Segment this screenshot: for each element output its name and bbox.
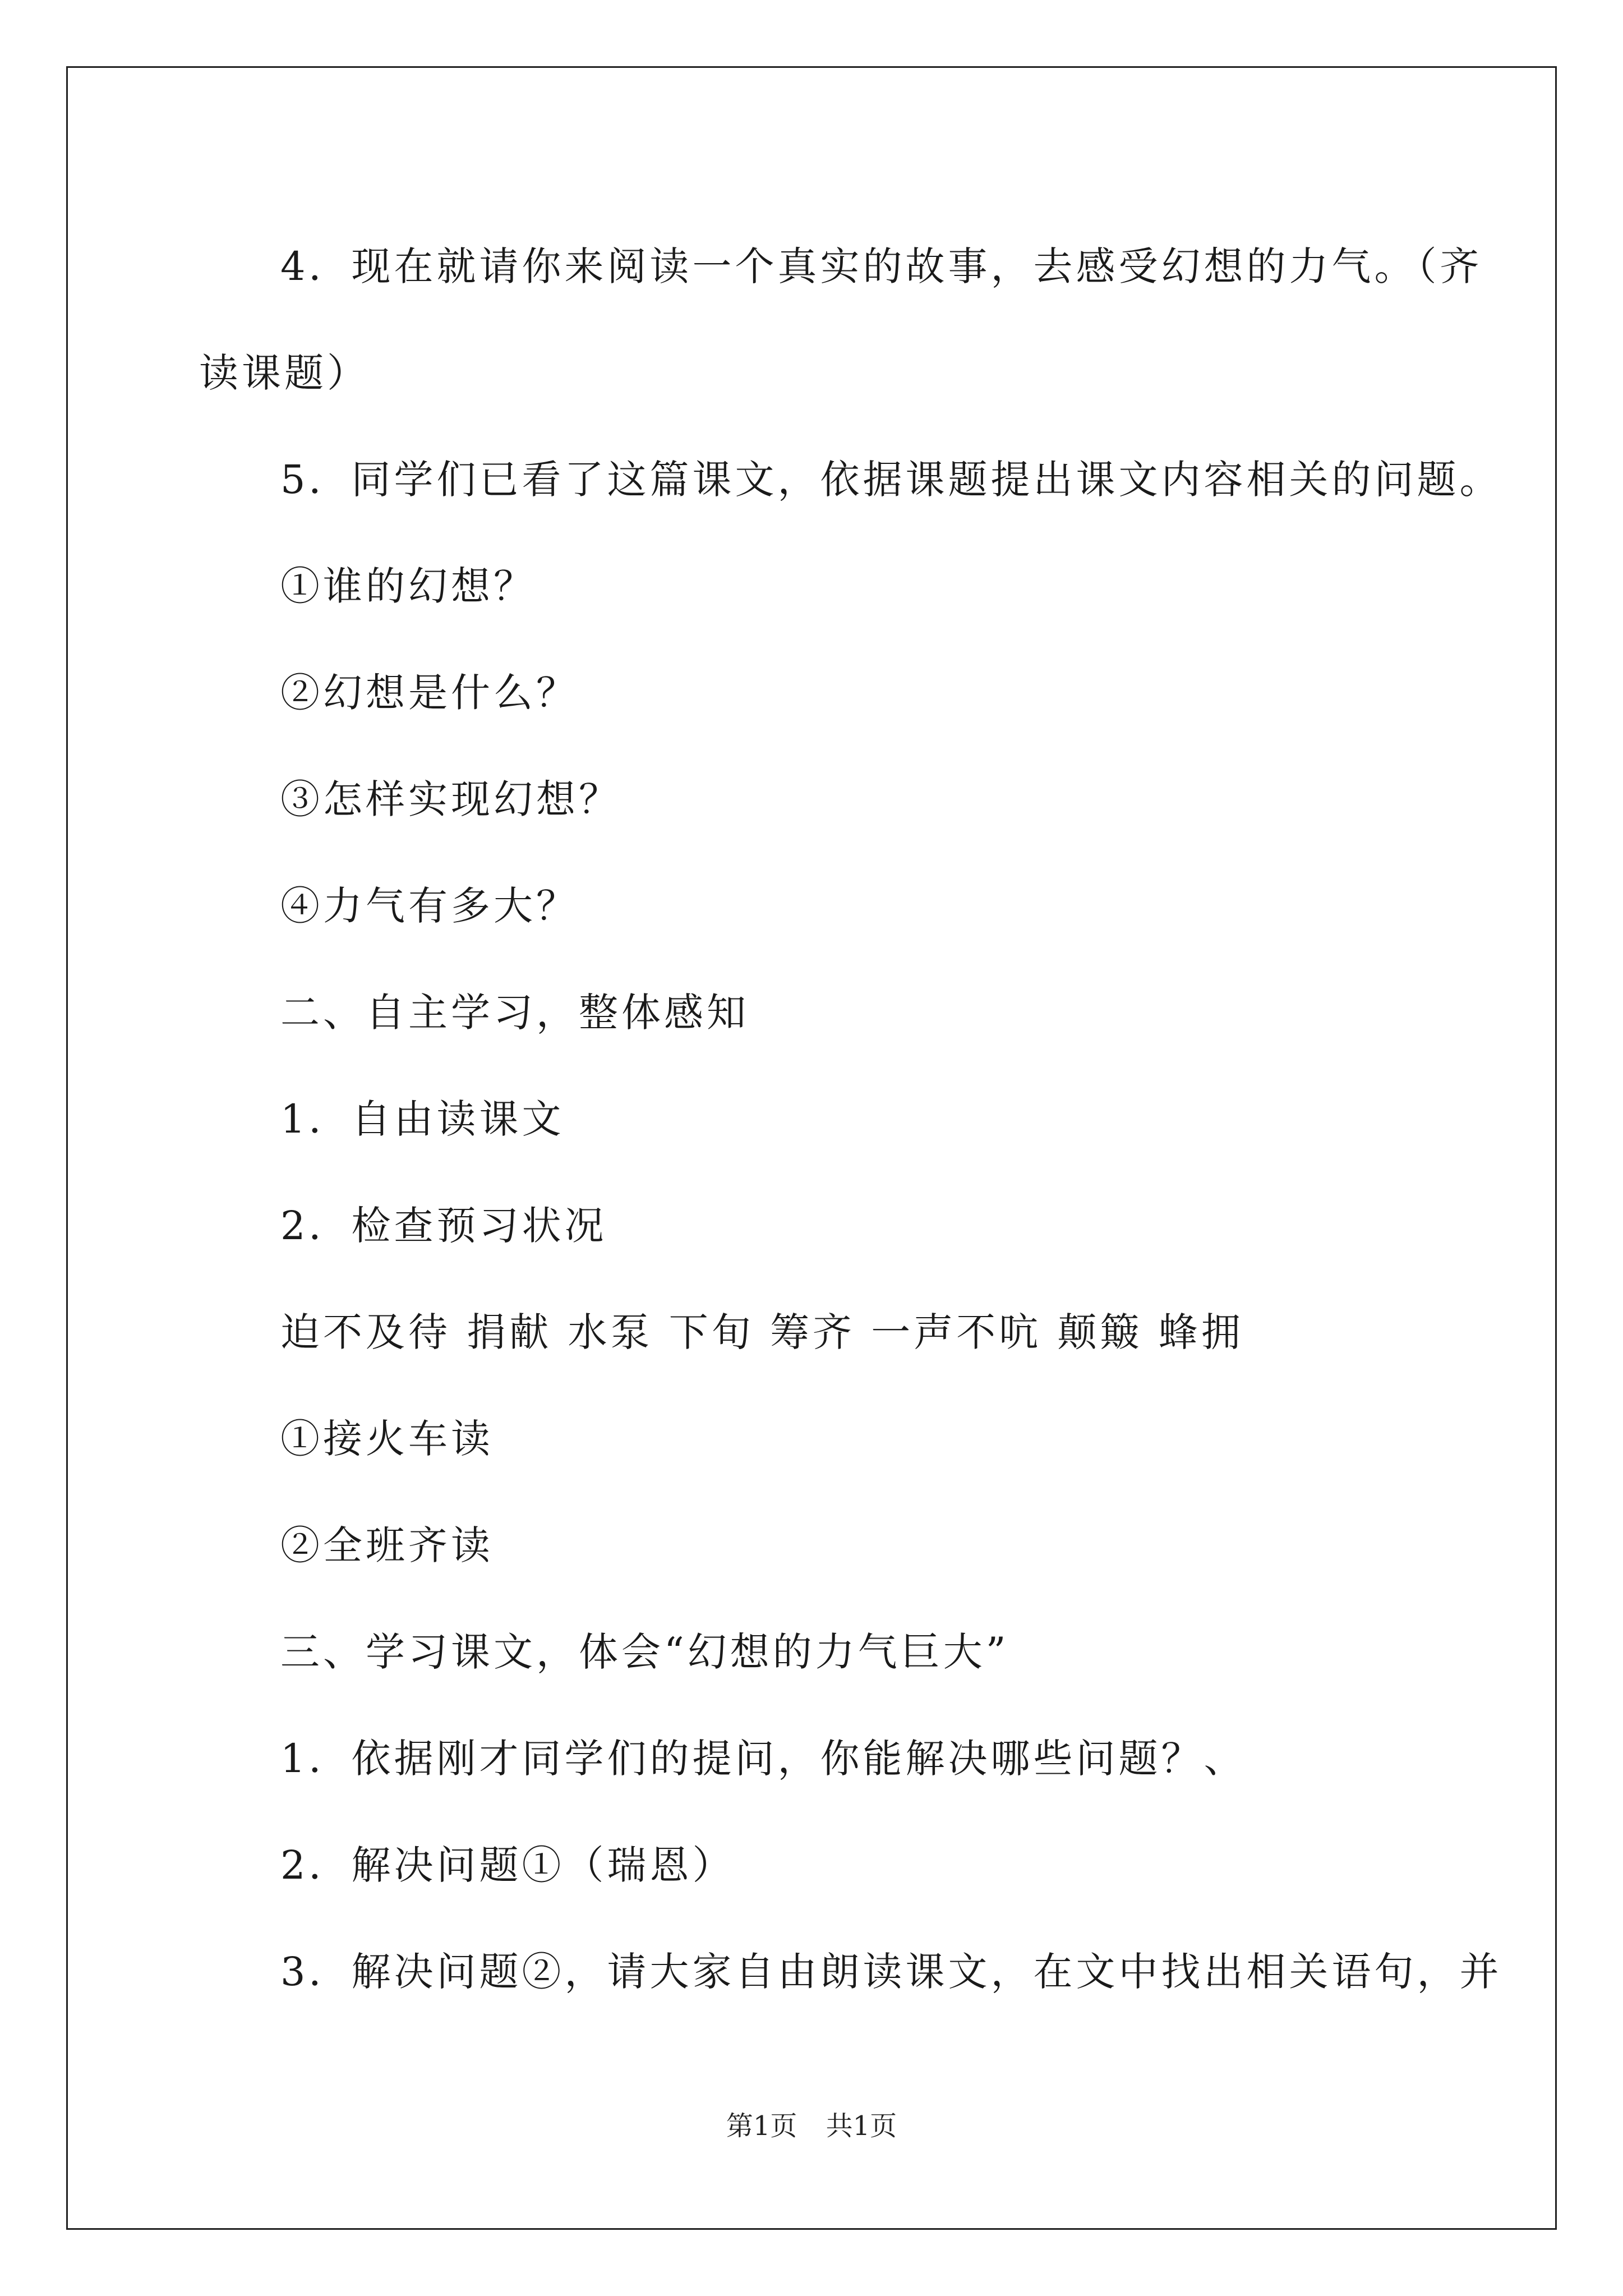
section-heading: 三、学习课文，体会“幻想的力气巨大” xyxy=(280,1629,1009,1675)
paragraph-line: ①谁的幻想？ xyxy=(280,563,536,609)
paragraph-line: ③怎样实现幻想？ xyxy=(280,776,621,822)
paragraph-line: 1．自由读课文 xyxy=(280,1096,565,1142)
paragraph-line: 1．依据刚才同学们的提问，你能解决哪些问题？、 xyxy=(280,1736,1247,1782)
page-footer xyxy=(0,2109,1623,2143)
paragraph-line: 3．解决问题②，请大家自由朗读课文，在文中找出相关语句，并 xyxy=(280,1949,1502,1995)
paragraph-line: 2．解决问题①（瑞恩） xyxy=(280,1842,735,1888)
paragraph-line: ①接火车读 xyxy=(280,1416,494,1462)
paragraph-line: ④力气有多大？ xyxy=(280,883,579,929)
page-number-total: 共1页 xyxy=(826,2110,897,2142)
paragraph-line: 5．同学们已看了这篇课文，依据课题提出课文内容相关的问题。 xyxy=(280,457,1502,503)
paragraph-line: ②全班齐读 xyxy=(280,1522,494,1568)
paragraph-line: 4．现在就请你来阅读一个真实的故事，去感受幻想的力气。（齐 xyxy=(280,243,1483,289)
page-number-current: 第1页 xyxy=(726,2110,797,2142)
section-heading: 二、自主学习，整体感知 xyxy=(280,990,749,1036)
document-body xyxy=(199,213,1502,2025)
vocabulary-list: 迫不及待 捐献 水泵 下旬 筹齐 一声不吭 颠簸 蜂拥 xyxy=(280,1309,1244,1355)
paragraph-line: 2．检查预习状况 xyxy=(280,1203,607,1249)
paragraph-line: 读课题） xyxy=(199,350,370,396)
paragraph-line: ②幻想是什么？ xyxy=(280,670,579,716)
